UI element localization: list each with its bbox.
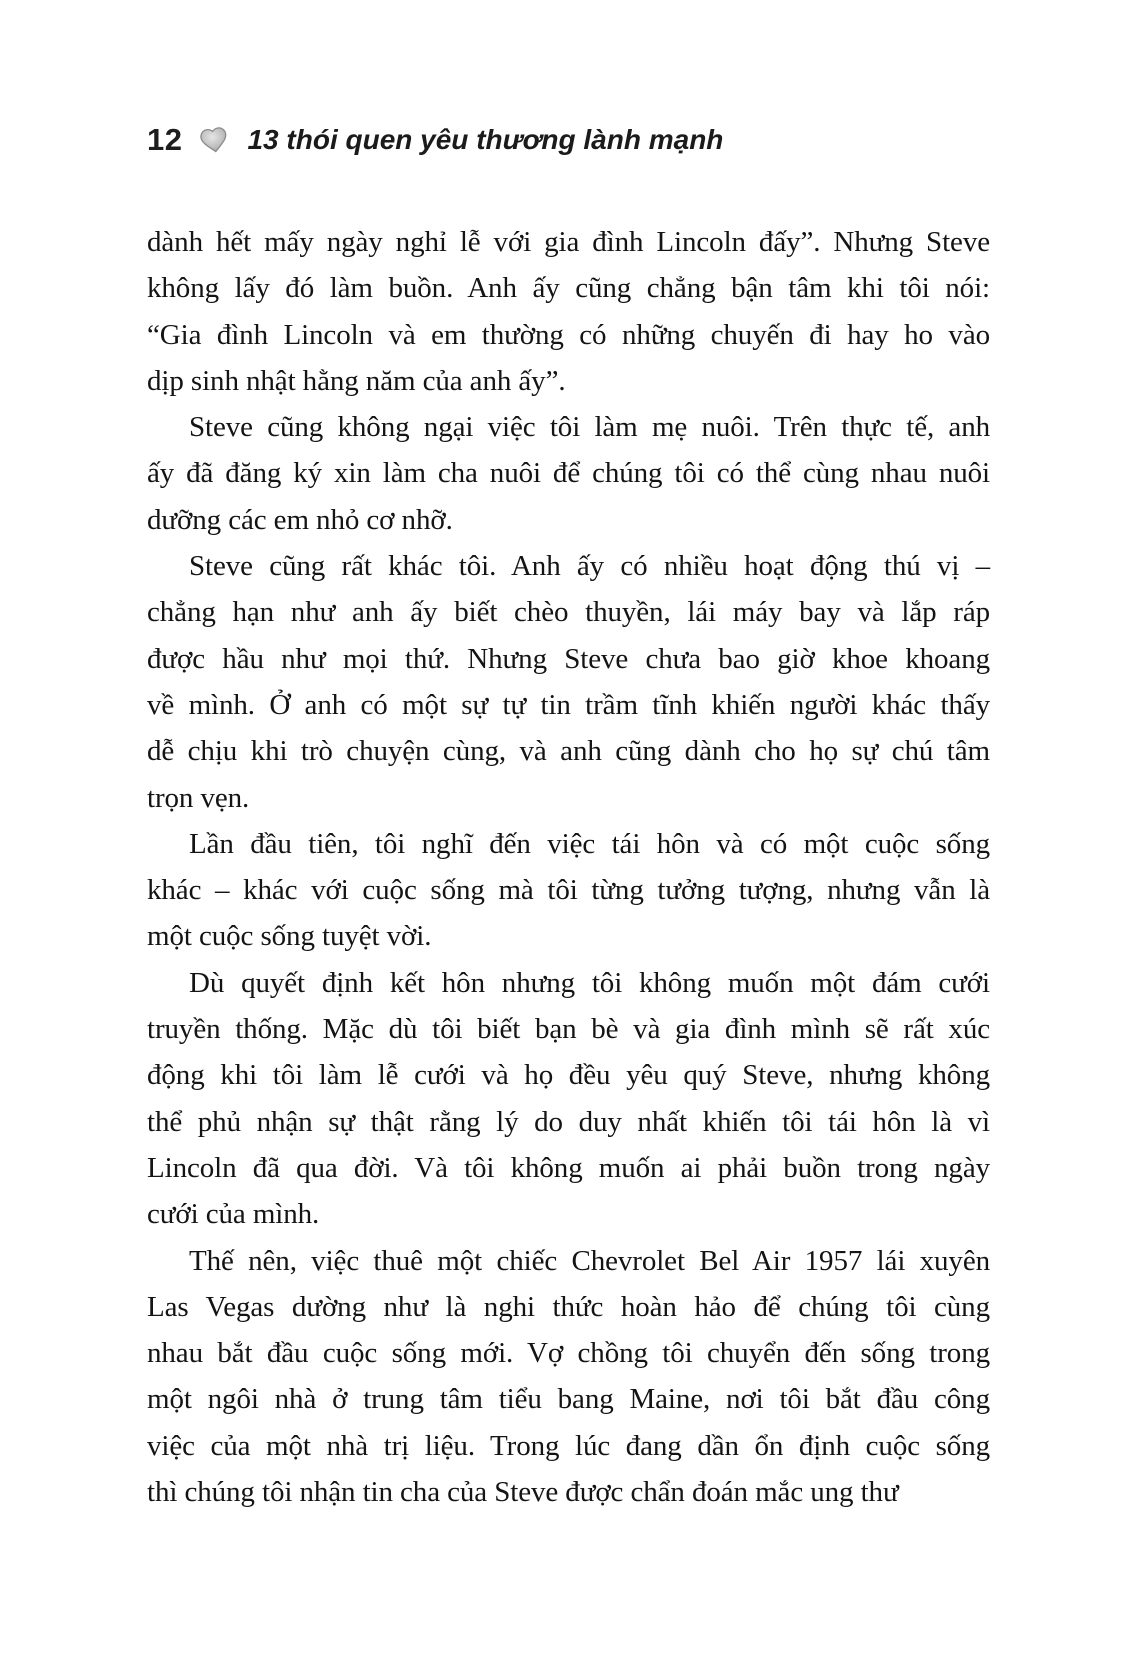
text-line: chẳng hạn như anh ấy biết chèo thuyền, lái máy bay và lắp ráp	[147, 596, 990, 629]
text-line: dưỡng các em nhỏ cơ nhỡ.	[147, 503, 453, 536]
text-line: một cuộc sống tuyệt vời.	[147, 920, 432, 953]
text-line: được hầu như mọi thứ. Nhưng Steve chưa bao giờ khoe khoang	[147, 642, 990, 675]
text-line: Steve cũng rất khác tôi. Anh ấy có nhiều hoạt động thú vị –	[189, 550, 990, 583]
paragraph	[147, 960, 990, 1238]
text-line: động khi tôi làm lễ cưới và họ đều yêu quý Steve, nhưng không	[147, 1059, 990, 1092]
paragraph	[147, 219, 990, 404]
text-line: một ngôi nhà ở trung tâm tiểu bang Maine, nơi tôi bắt đầu công	[147, 1383, 990, 1416]
text-line: Thế nên, việc thuê một chiếc Chevrolet Bel Air 1957 lái xuyên	[189, 1244, 990, 1277]
text-line: Lincoln đã qua đời. Và tôi không muốn ai phải buồn trong ngày	[147, 1151, 990, 1184]
text-line: Las Vegas dường như là nghi thức hoàn hảo để chúng tôi cùng	[147, 1290, 990, 1323]
text-line: thì chúng tôi nhận tin cha của Steve được chẩn đoán mắc ung thư	[147, 1476, 899, 1509]
text-line: không lấy đó làm buồn. Anh ấy cũng chẳng bận tâm khi tôi nói:	[147, 272, 990, 305]
text-line: cưới của mình.	[147, 1198, 320, 1231]
paragraph	[147, 404, 990, 543]
page-number: 12	[147, 122, 183, 157]
text-line: “Gia đình Lincoln và em thường có những chuyến đi hay ho vào	[147, 318, 990, 351]
page-header	[147, 118, 990, 162]
heart-icon	[197, 123, 231, 157]
text-line: việc của một nhà trị liệu. Trong lúc đang dần ổn định cuộc sống	[147, 1429, 990, 1462]
text-line: dịp sinh nhật hằng năm của anh ấy”.	[147, 364, 566, 397]
text-line: Lần đầu tiên, tôi nghĩ đến việc tái hôn và có một cuộc sống	[189, 827, 990, 860]
text-line: khác – khác với cuộc sống mà tôi từng tưởng tượng, nhưng vẫn là	[147, 874, 990, 907]
text-line: thể phủ nhận sự thật rằng lý do duy nhất khiến tôi tái hôn là vì	[147, 1105, 990, 1138]
text-line: truyền thống. Mặc dù tôi biết bạn bè và gia đình mình sẽ rất xúc	[147, 1013, 990, 1046]
text-line: trọn vẹn.	[147, 781, 250, 814]
text-line: ấy đã đăng ký xin làm cha nuôi để chúng tôi có thể cùng nhau nuôi	[147, 457, 990, 490]
text-line: Dù quyết định kết hôn nhưng tôi không muốn một đám cưới	[189, 966, 990, 999]
text-line: dành hết mấy ngày nghỉ lễ với gia đình Lincoln đấy”. Nhưng Steve	[147, 226, 990, 258]
text-line: về mình. Ở anh có một sự tự tin trầm tĩnh khiến người khác thấy	[147, 688, 990, 721]
paragraph	[147, 1238, 990, 1516]
running-title: 13 thói quen yêu thương lành mạnh	[247, 124, 724, 155]
body-text	[147, 219, 990, 1515]
text-line: nhau bắt đầu cuộc sống mới. Vợ chồng tôi chuyển đến sống trong	[147, 1337, 990, 1370]
paragraph	[147, 821, 990, 960]
paragraph	[147, 543, 990, 821]
text-line: Steve cũng không ngại việc tôi làm mẹ nuôi. Trên thực tế, anh	[189, 411, 990, 444]
text-line: dễ chịu khi trò chuyện cùng, và anh cũng dành cho họ sự chú tâm	[147, 735, 990, 768]
